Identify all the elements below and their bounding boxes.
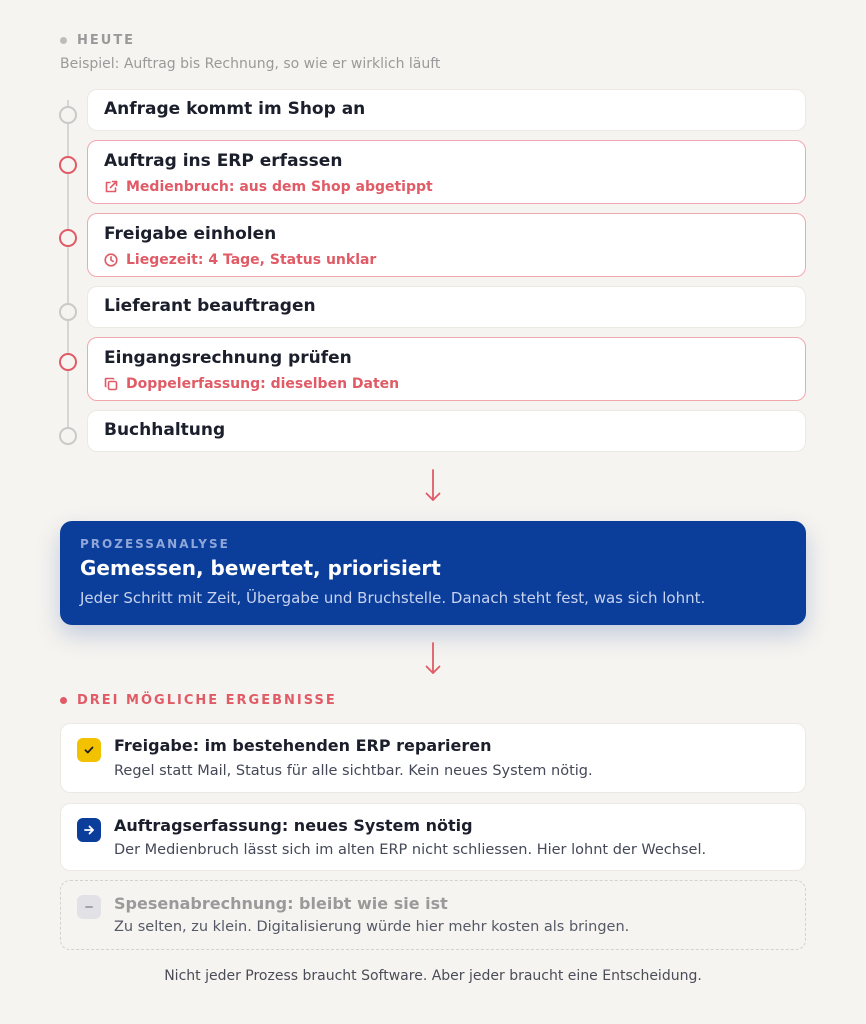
result-description: Zu selten, zu klein. Digitalisierung würde hier mehr kosten als bringen.: [114, 919, 630, 935]
process-step-problem: [87, 337, 806, 401]
analysis-card: [60, 521, 806, 625]
timeline-node: [59, 427, 77, 445]
section-label-results: [60, 693, 337, 708]
analysis-eyebrow: PROZESSANALYSE: [80, 537, 230, 551]
timeline-node: [59, 303, 77, 321]
result-card: [60, 803, 806, 871]
arrow-down-icon: [424, 641, 442, 677]
step-title: Auftrag ins ERP erfassen: [104, 151, 343, 171]
process-step-problem: [87, 140, 806, 204]
result-card: [60, 723, 806, 793]
external-link-icon: [104, 180, 118, 194]
section-subtitle: Beispiel: Auftrag bis Rechnung, so wie er wirklich läuft: [60, 56, 441, 72]
section-dot: [60, 697, 67, 704]
timeline-line: [67, 100, 69, 436]
copy-icon: [104, 377, 118, 391]
step-title: Anfrage kommt im Shop an: [104, 99, 366, 119]
step-issue-note: [104, 179, 789, 195]
result-card-muted: [60, 880, 806, 950]
step-title: Buchhaltung: [104, 420, 226, 440]
process-step: [87, 410, 806, 452]
clock-icon: [104, 253, 118, 267]
section-label-text: HEUTE: [77, 33, 136, 48]
step-issue-text: Medienbruch: aus dem Shop abgetippt: [126, 179, 433, 195]
section-dot: [60, 37, 67, 44]
section-label-today: [60, 33, 135, 48]
analysis-description: Jeder Schritt mit Zeit, Übergabe und Bruchstelle. Danach steht fest, was sich lohnt.: [80, 589, 706, 607]
timeline-node-problem: [59, 229, 77, 247]
step-issue-note: [104, 376, 789, 392]
step-issue-text: Doppelerfassung: dieselben Daten: [126, 376, 400, 392]
result-title: Auftragserfassung: neues System nötig: [114, 816, 473, 835]
timeline-node-problem: [59, 353, 77, 371]
arrow-down-icon: [424, 468, 442, 504]
result-title: Freigabe: im bestehenden ERP reparieren: [114, 736, 492, 755]
step-title: Freigabe einholen: [104, 224, 277, 244]
timeline-node: [59, 106, 77, 124]
process-step-problem: [87, 213, 806, 277]
timeline-node-problem: [59, 156, 77, 174]
process-step: [87, 286, 806, 328]
step-issue-note: [104, 252, 789, 268]
analysis-headline: Gemessen, bewertet, priorisiert: [80, 556, 441, 580]
result-description: Der Medienbruch lässt sich im alten ERP nicht schliessen. Hier lohnt der Wechsel.: [114, 842, 707, 858]
result-title: Spesenabrechnung: bleibt wie sie ist: [114, 894, 448, 913]
process-step: [87, 89, 806, 131]
step-title: Eingangsrechnung prüfen: [104, 348, 352, 368]
step-issue-text: Liegezeit: 4 Tage, Status unklar: [126, 252, 377, 268]
footer-statement: Nicht jeder Prozess braucht Software. Aber jeder braucht eine Entscheidung.: [164, 968, 702, 984]
step-title: Lieferant beauftragen: [104, 296, 316, 316]
arrow-right-icon: [77, 818, 101, 842]
result-description: Regel statt Mail, Status für alle sichtbar. Kein neues System nötig.: [114, 763, 593, 779]
check-icon: [77, 738, 101, 762]
section-label-text: DREI MÖGLICHE ERGEBNISSE: [77, 693, 337, 708]
minus-icon: [77, 895, 101, 919]
